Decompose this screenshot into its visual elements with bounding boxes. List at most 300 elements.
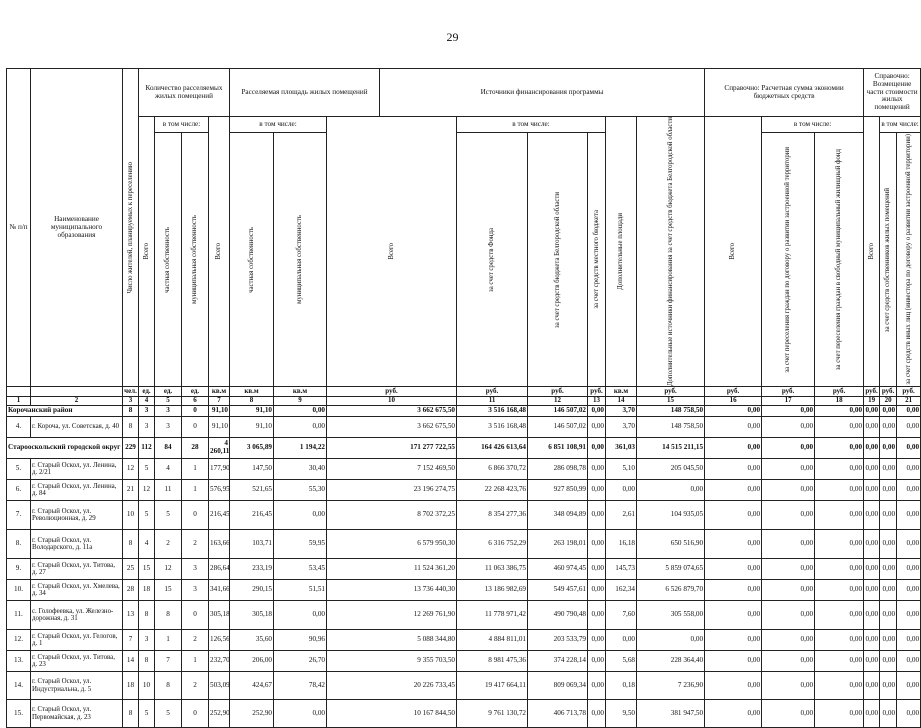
value-cell: 20 226 733,45 — [327, 672, 457, 700]
value-cell: 341,66 — [209, 580, 230, 601]
address-cell: г. Старый Оскол, ул. Первомайская, д. 23 — [31, 700, 123, 728]
unit-cell: руб. — [762, 387, 815, 397]
value-cell: 521,65 — [230, 480, 274, 501]
value-cell: 22 268 423,76 — [457, 480, 528, 501]
header-savings-dev: за счет переселения граждан по договору о развитии застроенной территории — [784, 146, 792, 373]
column-number: 17 — [762, 397, 815, 406]
value-cell: 0,00 — [880, 630, 897, 651]
value-cell: 0,00 — [864, 438, 880, 459]
value-cell: 78,42 — [274, 672, 327, 700]
table-row — [7, 530, 921, 559]
value-cell: 0,00 — [705, 580, 762, 601]
value-cell: 7 — [155, 651, 182, 672]
unit-cell: руб. — [815, 387, 864, 397]
column-number: 21 — [897, 397, 921, 406]
value-cell: 91,10 — [230, 417, 274, 438]
column-number: 20 — [880, 397, 897, 406]
table-row — [7, 459, 921, 480]
value-cell: 90,96 — [274, 630, 327, 651]
value-cell: 0,00 — [815, 417, 864, 438]
value-cell: 3 — [139, 406, 155, 417]
value-cell: 0,00 — [880, 480, 897, 501]
value-cell: 0 — [182, 406, 209, 417]
row-number: 5. — [7, 459, 31, 480]
value-cell: 112 — [139, 438, 155, 459]
value-cell: 0,00 — [274, 601, 327, 630]
value-cell: 3 — [155, 417, 182, 438]
unit-cell: руб. — [457, 387, 528, 397]
value-cell: 263 198,01 — [528, 530, 588, 559]
header-extra-sources: Дополнительные источники финансирования за счет средств бюджета Белгородской области — [666, 117, 674, 387]
value-cell: 460 974,45 — [528, 559, 588, 580]
value-cell: 3 662 675,50 — [327, 406, 457, 417]
value-cell: 0,00 — [815, 580, 864, 601]
value-cell: 171 277 722,55 — [327, 438, 457, 459]
value-cell: 146 507,02 — [528, 406, 588, 417]
value-cell: 0,00 — [815, 438, 864, 459]
value-cell: 8 — [155, 601, 182, 630]
value-cell: 0,00 — [897, 530, 921, 559]
value-cell: 6 866 370,72 — [457, 459, 528, 480]
value-cell: 0,00 — [588, 417, 606, 438]
header-no: № п/п — [7, 69, 31, 387]
header-refund-other: за счет средств иных лиц (инвестора по договору о развитии застроенной территории) — [904, 134, 912, 385]
value-cell: 0,00 — [897, 406, 921, 417]
value-cell: 0,00 — [637, 630, 705, 651]
value-cell: 0,00 — [705, 559, 762, 580]
header-fund: за счет средств Фонда — [488, 227, 496, 292]
header-rooms-municipal: муниципальная собственность — [191, 215, 199, 305]
value-cell: 0,00 — [274, 700, 327, 728]
value-cell: 305 558,00 — [637, 601, 705, 630]
value-cell: 5 — [139, 501, 155, 530]
value-cell: 1 194,22 — [274, 438, 327, 459]
value-cell: 177,90 — [209, 459, 230, 480]
value-cell: 1 — [182, 651, 209, 672]
value-cell: 374 228,14 — [528, 651, 588, 672]
address-cell: г. Старый Оскол, ул. Индустриальна, д. 5 — [31, 672, 123, 700]
value-cell: 0,00 — [705, 601, 762, 630]
value-cell: 3 — [182, 580, 209, 601]
value-cell: 91,10 — [230, 406, 274, 417]
column-number: 3 — [123, 397, 139, 406]
value-cell: 0,00 — [880, 406, 897, 417]
table-row — [7, 601, 921, 630]
value-cell: 0,00 — [897, 438, 921, 459]
value-cell: 53,45 — [274, 559, 327, 580]
value-cell: 0,00 — [762, 438, 815, 459]
value-cell: 0,00 — [897, 580, 921, 601]
value-cell: 0,00 — [588, 438, 606, 459]
row-number: 14. — [7, 672, 31, 700]
row-number: 11. — [7, 601, 31, 630]
value-cell: 3 662 675,50 — [327, 417, 457, 438]
value-cell: 6 579 950,30 — [327, 530, 457, 559]
value-cell: 0,00 — [897, 651, 921, 672]
unit-cell: руб. — [637, 387, 705, 397]
value-cell: 59,95 — [274, 530, 327, 559]
value-cell: 0,00 — [815, 601, 864, 630]
value-cell: 0,00 — [588, 480, 606, 501]
value-cell: 0,00 — [815, 630, 864, 651]
value-cell: 305,18 — [209, 601, 230, 630]
value-cell: 35,60 — [230, 630, 274, 651]
column-number: 11 — [457, 397, 528, 406]
value-cell: 0,00 — [705, 480, 762, 501]
value-cell: 11 778 971,42 — [457, 601, 528, 630]
value-cell: 252,90 — [230, 700, 274, 728]
value-cell: 0 — [182, 601, 209, 630]
row-number: 6. — [7, 480, 31, 501]
column-number: 7 — [209, 397, 230, 406]
column-number: 10 — [327, 397, 457, 406]
value-cell: 0,00 — [897, 417, 921, 438]
value-cell: 15 — [139, 559, 155, 580]
value-cell: 3 — [155, 406, 182, 417]
value-cell: 0,00 — [880, 559, 897, 580]
value-cell: 0,00 — [705, 438, 762, 459]
value-cell: 381 947,50 — [637, 700, 705, 728]
value-cell: 12 — [139, 480, 155, 501]
header-savings-including: в том числе: — [762, 117, 864, 133]
value-cell: 91,10 — [209, 406, 230, 417]
value-cell: 286 098,78 — [528, 459, 588, 480]
value-cell: 19 417 664,11 — [457, 672, 528, 700]
value-cell: 0,00 — [815, 651, 864, 672]
value-cell: 18 — [139, 580, 155, 601]
value-cell: 0,00 — [588, 601, 606, 630]
district-name: Корочанский район — [7, 406, 123, 417]
value-cell: 8 981 475,36 — [457, 651, 528, 672]
row-number: 15. — [7, 700, 31, 728]
header-area-group: Расселяемая площадь жилых помещений — [230, 69, 380, 117]
value-cell: 0,00 — [588, 700, 606, 728]
header-savings-free: за счет переселения граждан в свободный муниципальный жилищный фонд — [835, 149, 843, 371]
value-cell: 0,00 — [815, 700, 864, 728]
column-number: 1 — [7, 397, 31, 406]
value-cell: 0,00 — [588, 530, 606, 559]
value-cell: 7 236,90 — [637, 672, 705, 700]
value-cell: 25 — [123, 559, 139, 580]
value-cell: 0,00 — [864, 630, 880, 651]
value-cell: 21 — [123, 480, 139, 501]
value-cell: 0,00 — [588, 651, 606, 672]
value-cell: 4 — [155, 459, 182, 480]
unit-cell: кв.м — [274, 387, 327, 397]
value-cell: 126,56 — [209, 630, 230, 651]
value-cell: 84 — [155, 438, 182, 459]
value-cell: 549 457,61 — [528, 580, 588, 601]
unit-cell: руб. — [880, 387, 897, 397]
column-number: 4 — [139, 397, 155, 406]
resettlement-table — [6, 68, 921, 728]
column-number: 9 — [274, 397, 327, 406]
header-area-including: в том числе: — [230, 117, 327, 133]
value-cell: 12 — [123, 459, 139, 480]
value-cell: 0,00 — [880, 438, 897, 459]
value-cell: 3 — [139, 630, 155, 651]
value-cell: 12 — [155, 559, 182, 580]
column-number: 18 — [815, 397, 864, 406]
column-number: 6 — [182, 397, 209, 406]
unit-cell: кв.м — [606, 387, 637, 397]
value-cell: 0 — [182, 501, 209, 530]
value-cell: 3 516 168,48 — [457, 417, 528, 438]
value-cell: 0,00 — [606, 480, 637, 501]
value-cell: 10 — [139, 672, 155, 700]
page-number: 29 — [446, 30, 459, 44]
value-cell: 0,00 — [762, 501, 815, 530]
value-cell: 0,00 — [705, 417, 762, 438]
value-cell: 0,00 — [880, 580, 897, 601]
value-cell: 0,00 — [880, 417, 897, 438]
value-cell: 228 364,40 — [637, 651, 705, 672]
value-cell: 927 850,99 — [528, 480, 588, 501]
value-cell: 11 — [155, 480, 182, 501]
value-cell: 1 — [182, 459, 209, 480]
header-savings-total: Всего — [729, 243, 737, 260]
value-cell: 0,00 — [864, 417, 880, 438]
value-cell: 0,00 — [762, 459, 815, 480]
unit-cell: руб. — [705, 387, 762, 397]
value-cell: 0,00 — [815, 559, 864, 580]
value-cell: 0,00 — [637, 480, 705, 501]
value-cell: 5 859 074,65 — [637, 559, 705, 580]
value-cell: 0,00 — [880, 700, 897, 728]
value-cell: 26,70 — [274, 651, 327, 672]
value-cell: 0,00 — [705, 406, 762, 417]
header-rooms-group: Количество расселяемых жилых помещений — [139, 69, 230, 117]
unit-cell: руб. — [865, 386, 878, 395]
district-name: Старооскольский городской округ — [7, 438, 123, 459]
value-cell: 233,19 — [230, 559, 274, 580]
value-cell: 216,45 — [209, 501, 230, 530]
row-number: 10. — [7, 580, 31, 601]
value-cell: 5,68 — [606, 651, 637, 672]
value-cell: 6 526 879,70 — [637, 580, 705, 601]
value-cell: 0,00 — [897, 501, 921, 530]
value-cell: 6 316 752,29 — [457, 530, 528, 559]
value-cell: 0,00 — [762, 559, 815, 580]
value-cell: 0,00 — [864, 700, 880, 728]
header-local-budget: за счет средств местного бюджета — [592, 210, 600, 309]
value-cell: 0,00 — [897, 700, 921, 728]
value-cell: 8 702 372,25 — [327, 501, 457, 530]
value-cell: 0,00 — [864, 580, 880, 601]
value-cell: 55,30 — [274, 480, 327, 501]
value-cell: 576,95 — [209, 480, 230, 501]
header-refund-including: в том числе: — [880, 117, 921, 133]
value-cell: 0,00 — [762, 406, 815, 417]
value-cell: 206,00 — [230, 651, 274, 672]
value-cell: 13 186 982,69 — [457, 580, 528, 601]
header-extra-area: Дополнительные площади — [617, 213, 625, 290]
header-residents: Число жителей, планируемых к переселению — [126, 161, 134, 294]
value-cell: 809 069,34 — [528, 672, 588, 700]
address-cell: г. Старый Оскол, ул. Хмелева, д. 34 — [31, 580, 123, 601]
row-number: 4. — [7, 417, 31, 438]
value-cell: 3 516 168,48 — [457, 406, 528, 417]
value-cell: 0,00 — [274, 501, 327, 530]
value-cell: 0,00 — [897, 601, 921, 630]
value-cell: 2 — [155, 530, 182, 559]
value-cell: 0,00 — [705, 530, 762, 559]
value-cell: 0,00 — [705, 700, 762, 728]
column-number: 19 — [864, 397, 880, 406]
column-number: 13 — [588, 397, 606, 406]
value-cell: 2 — [182, 672, 209, 700]
value-cell: 490 790,48 — [528, 601, 588, 630]
value-cell: 0,00 — [880, 459, 897, 480]
table-row — [7, 559, 921, 580]
value-cell: 0,00 — [815, 406, 864, 417]
header-rooms-including: в том числе: — [155, 117, 209, 133]
row-number: 9. — [7, 559, 31, 580]
value-cell: 148 758,50 — [637, 417, 705, 438]
value-cell: 147,50 — [230, 459, 274, 480]
value-cell: 13 736 440,30 — [327, 580, 457, 601]
value-cell: 28 — [182, 438, 209, 459]
value-cell: 7 152 469,50 — [327, 459, 457, 480]
value-cell: 10 167 844,50 — [327, 700, 457, 728]
value-cell: 8 — [123, 406, 139, 417]
value-cell: 203 533,79 — [528, 630, 588, 651]
value-cell: 0,00 — [762, 630, 815, 651]
column-number: 16 — [705, 397, 762, 406]
value-cell: 503,09 — [209, 672, 230, 700]
value-cell: 23 196 274,75 — [327, 480, 457, 501]
value-cell: 8 — [123, 700, 139, 728]
header-area-private: частная собственность — [247, 226, 255, 293]
value-cell: 0,00 — [880, 530, 897, 559]
value-cell: 0,00 — [897, 459, 921, 480]
value-cell: 3 — [182, 559, 209, 580]
value-cell: 148 758,50 — [637, 406, 705, 417]
value-cell: 9 355 703,50 — [327, 651, 457, 672]
column-number: 14 — [606, 397, 637, 406]
value-cell: 0,00 — [274, 417, 327, 438]
address-cell: г. Короча, ул. Советская, д. 40 — [31, 417, 123, 438]
row-number: 8. — [7, 530, 31, 559]
value-cell: 5 088 344,80 — [327, 630, 457, 651]
value-cell: 0,00 — [705, 651, 762, 672]
value-cell: 0,00 — [762, 417, 815, 438]
value-cell: 0,00 — [705, 501, 762, 530]
value-cell: 5 — [155, 501, 182, 530]
value-cell: 0,00 — [588, 459, 606, 480]
value-cell: 0,00 — [588, 580, 606, 601]
value-cell: 11 063 386,75 — [457, 559, 528, 580]
value-cell: 0,00 — [762, 700, 815, 728]
value-cell: 15 — [155, 580, 182, 601]
value-cell: 0,00 — [864, 559, 880, 580]
value-cell: 0,00 — [705, 459, 762, 480]
value-cell: 0,00 — [588, 559, 606, 580]
value-cell: 1 — [182, 480, 209, 501]
value-cell: 4 — [139, 530, 155, 559]
value-cell: 10 — [123, 501, 139, 530]
unit-cell: руб. — [897, 387, 921, 397]
value-cell: 0,00 — [588, 672, 606, 700]
value-cell: 205 045,50 — [637, 459, 705, 480]
address-cell: г. Старый Оскол, ул. Ленина, д. 2/21 — [31, 459, 123, 480]
address-cell: г. Старый Оскол, ул. Революционная, д. 29 — [31, 501, 123, 530]
value-cell: 0,00 — [588, 406, 606, 417]
column-number: 8 — [230, 397, 274, 406]
value-cell: 0,00 — [815, 530, 864, 559]
value-cell: 0,00 — [880, 601, 897, 630]
value-cell: 0 — [182, 417, 209, 438]
address-cell: с. Голофеевка, ул. Железно-дорожная, д. 31 — [31, 601, 123, 630]
value-cell: 650 516,90 — [637, 530, 705, 559]
value-cell: 0,00 — [880, 651, 897, 672]
table-body — [7, 406, 921, 728]
header-rooms-private: частная собственность — [164, 226, 172, 293]
value-cell: 0,00 — [864, 651, 880, 672]
value-cell: 0,00 — [897, 559, 921, 580]
value-cell: 5 — [155, 700, 182, 728]
column-number: 2 — [31, 397, 123, 406]
value-cell: 162,34 — [606, 580, 637, 601]
value-cell: 0,00 — [705, 630, 762, 651]
value-cell: 2,61 — [606, 501, 637, 530]
value-cell: 5 — [139, 459, 155, 480]
value-cell: 0,00 — [880, 501, 897, 530]
value-cell: 146 507,02 — [528, 417, 588, 438]
value-cell: 361,03 — [606, 438, 637, 459]
value-cell: 8 — [123, 530, 139, 559]
value-cell: 8 354 277,36 — [457, 501, 528, 530]
table-row — [7, 651, 921, 672]
address-cell: г. Старый Оскол, ул. Володарского, д. 11а — [31, 530, 123, 559]
value-cell: 6 851 108,91 — [528, 438, 588, 459]
unit-cell: ед. — [155, 387, 182, 397]
value-cell: 13 — [123, 601, 139, 630]
value-cell: 286,64 — [209, 559, 230, 580]
value-cell: 0 — [182, 700, 209, 728]
value-cell: 0,00 — [864, 601, 880, 630]
value-cell: 4 884 811,01 — [457, 630, 528, 651]
value-cell: 2 — [182, 530, 209, 559]
value-cell: 16,18 — [606, 530, 637, 559]
header-refund-group: Справочно: Возмещение части стоимости жилых помещений — [864, 69, 921, 117]
value-cell: 0,00 — [864, 501, 880, 530]
value-cell: 8 — [139, 651, 155, 672]
value-cell: 290,15 — [230, 580, 274, 601]
value-cell: 232,70 — [209, 651, 230, 672]
value-cell: 0,00 — [762, 601, 815, 630]
value-cell: 5,10 — [606, 459, 637, 480]
value-cell: 0,00 — [864, 480, 880, 501]
value-cell: 3 — [139, 417, 155, 438]
value-cell: 0,18 — [606, 672, 637, 700]
value-cell: 8 — [139, 601, 155, 630]
value-cell: 0,00 — [762, 651, 815, 672]
value-cell: 0,00 — [588, 501, 606, 530]
value-cell: 0,00 — [880, 672, 897, 700]
row-number: 13. — [7, 651, 31, 672]
value-cell: 216,45 — [230, 501, 274, 530]
value-cell: 0,00 — [815, 459, 864, 480]
header-refund-total: Всего — [867, 243, 875, 260]
value-cell: 0,00 — [864, 406, 880, 417]
address-cell: г. Старый Оскол, ул. Титова, д. 23 — [31, 651, 123, 672]
address-cell: г. Старый Оскол, ул. Гелогов, д. 1 — [31, 630, 123, 651]
table-row — [7, 630, 921, 651]
value-cell: 2 — [182, 630, 209, 651]
summary-row — [7, 406, 921, 417]
value-cell: 1 — [155, 630, 182, 651]
